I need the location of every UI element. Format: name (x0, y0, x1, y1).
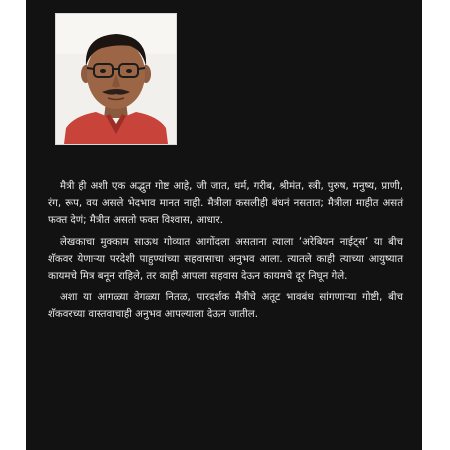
back-cover (26, 0, 422, 450)
blurb-paragraph: मैत्री ही अशी एक अद्भुत गोष्ट आहे, जी जात, धर्म, गरीब, श्रीमंत, स्त्री, पुरुष, मनुष्य, प्राणी, रंग, रूप, वय असले भेदभाव मानत नाही. मैत्रीला कसलीही बंधनं नसतात; मैत्रीला माहीत असतं फक्त देणं; मैत्रीत असतो फक्त विश्वास, आधार. (48, 181, 403, 227)
author-photo (55, 13, 177, 145)
book-blurb (48, 178, 403, 328)
blurb-paragraph: लेखकाचा मुक्काम साऊथ गोव्यात आगोंदला असताना त्याला ‘अरेबियन नाईट्स’ या बीच शॅकवर येणाऱ्या परदेशी पाहुण्यांच्या सहवासाचा अनुभव आला. त्यातले काही त्याच्या आयुष्यात कायमचे मित्र बनून राहिले, तर काही आपला सहवास देऊन कायमचे दूर निघून गेले. (48, 236, 403, 283)
blurb-paragraph: अशा या आगळ्या वेगळ्या नितळ, पारदर्शक मैत्रीचे अतूट भावबंध सांगणाऱ्या गोष्टी, बीच शॅकवरच्या वास्तवाचाही अनुभव आपल्याला देऊन जातील. (48, 292, 403, 321)
author-portrait-icon (56, 14, 176, 144)
